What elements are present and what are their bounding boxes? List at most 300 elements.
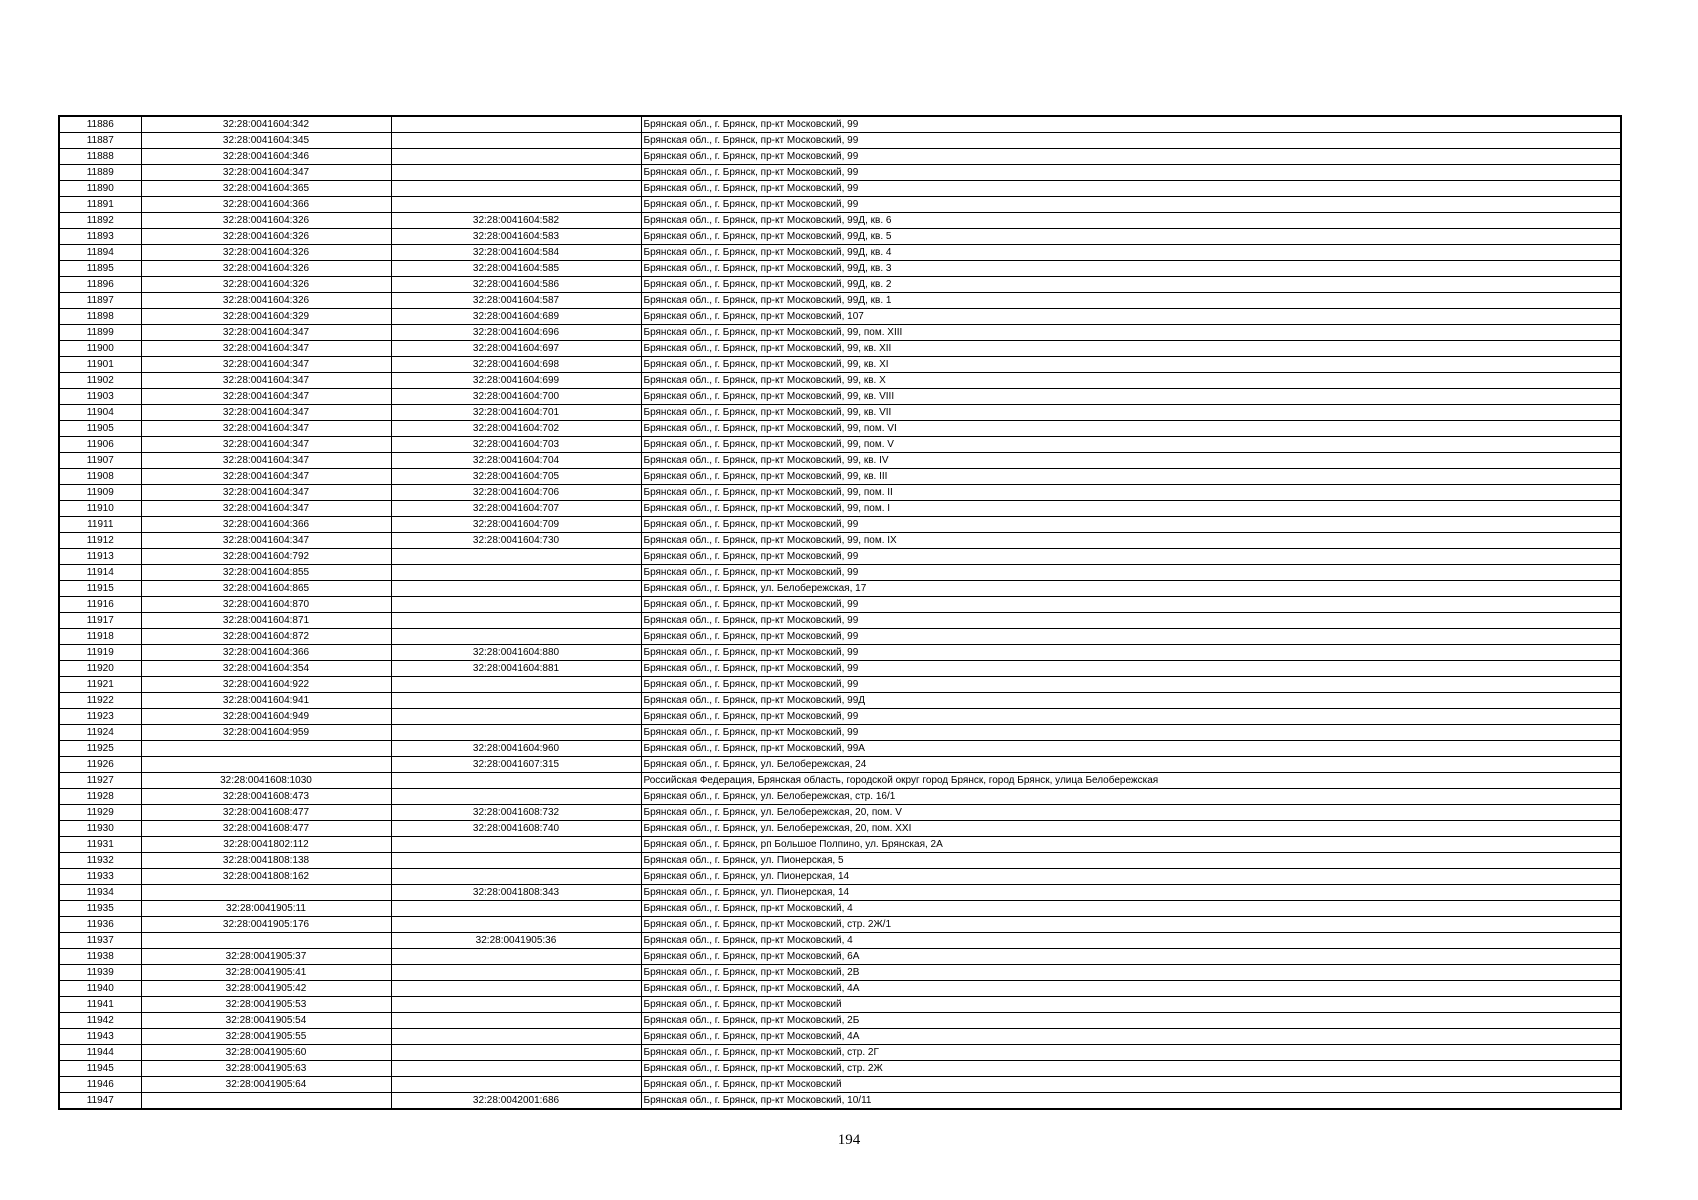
related-cadastral-number-cell — [391, 677, 641, 693]
address-cell: Брянская обл., г. Брянск, пр-кт Московский, стр. 2Ж/1 — [641, 917, 1621, 933]
address-cell: Брянская обл., г. Брянск, пр-кт Московский, 2В — [641, 965, 1621, 981]
table-row — [59, 357, 1621, 373]
related-cadastral-number-cell — [391, 949, 641, 965]
address-cell: Брянская обл., г. Брянск, пр-кт Московский, 99 — [641, 677, 1621, 693]
cadastral-number-cell: 32:28:0041604:347 — [141, 341, 391, 357]
cadastral-number-cell: 32:28:0041905:41 — [141, 965, 391, 981]
address-cell: Брянская обл., г. Брянск, пр-кт Московский, 4А — [641, 1029, 1621, 1045]
related-cadastral-number-cell — [391, 165, 641, 181]
row-number-cell: 11890 — [59, 181, 141, 197]
table-row — [59, 149, 1621, 165]
table-row — [59, 869, 1621, 885]
row-number-cell: 11933 — [59, 869, 141, 885]
row-number-cell: 11908 — [59, 469, 141, 485]
address-cell: Брянская обл., г. Брянск, пр-кт Московский, 99 — [641, 197, 1621, 213]
row-number-cell: 11909 — [59, 485, 141, 501]
address-cell: Брянская обл., г. Брянск, пр-кт Московский, 99Д, кв. 2 — [641, 277, 1621, 293]
cadastral-number-cell: 32:28:0041604:366 — [141, 517, 391, 533]
cadastral-number-cell: 32:28:0041604:347 — [141, 165, 391, 181]
row-number-cell: 11911 — [59, 517, 141, 533]
address-cell: Брянская обл., г. Брянск, пр-кт Московский, 99, пом. IX — [641, 533, 1621, 549]
table-row — [59, 661, 1621, 677]
address-cell: Брянская обл., г. Брянск, ул. Белобережская, 24 — [641, 757, 1621, 773]
related-cadastral-number-cell: 32:28:0041808:343 — [391, 885, 641, 901]
row-number-cell: 11936 — [59, 917, 141, 933]
row-number-cell: 11925 — [59, 741, 141, 757]
address-cell: Брянская обл., г. Брянск, пр-кт Московский, 99 — [641, 645, 1621, 661]
cadastral-number-cell: 32:28:0041604:855 — [141, 565, 391, 581]
address-cell: Брянская обл., г. Брянск, пр-кт Московский, 99, пом. VI — [641, 421, 1621, 437]
row-number-cell: 11929 — [59, 805, 141, 821]
cadastral-number-cell: 32:28:0041604:959 — [141, 725, 391, 741]
row-number-cell: 11919 — [59, 645, 141, 661]
related-cadastral-number-cell — [391, 725, 641, 741]
related-cadastral-number-cell — [391, 789, 641, 805]
related-cadastral-number-cell — [391, 613, 641, 629]
cadastral-number-cell: 32:28:0041604:922 — [141, 677, 391, 693]
cadastral-number-cell — [141, 933, 391, 949]
row-number-cell: 11923 — [59, 709, 141, 725]
related-cadastral-number-cell — [391, 981, 641, 997]
address-cell: Брянская обл., г. Брянск, пр-кт Московский, 99, пом. V — [641, 437, 1621, 453]
table-row — [59, 277, 1621, 293]
address-cell: Брянская обл., г. Брянск, пр-кт Московский, 99 — [641, 149, 1621, 165]
related-cadastral-number-cell — [391, 1029, 641, 1045]
cadastral-number-cell: 32:28:0041905:11 — [141, 901, 391, 917]
cadastral-number-cell: 32:28:0041905:60 — [141, 1045, 391, 1061]
row-number-cell: 11904 — [59, 405, 141, 421]
table-row — [59, 1077, 1621, 1093]
table-row — [59, 901, 1621, 917]
related-cadastral-number-cell: 32:28:0041604:584 — [391, 245, 641, 261]
address-cell: Брянская обл., г. Брянск, пр-кт Московский, 99 — [641, 517, 1621, 533]
cadastral-number-cell: 32:28:0041604:347 — [141, 421, 391, 437]
cadastral-number-cell: 32:28:0041802:112 — [141, 837, 391, 853]
related-cadastral-number-cell — [391, 197, 641, 213]
address-cell: Брянская обл., г. Брянск, пр-кт Московский, 99, кв. VIII — [641, 389, 1621, 405]
row-number-cell: 11946 — [59, 1077, 141, 1093]
cadastral-number-cell: 32:28:0041604:347 — [141, 485, 391, 501]
table-row — [59, 421, 1621, 437]
related-cadastral-number-cell — [391, 1013, 641, 1029]
row-number-cell: 11918 — [59, 629, 141, 645]
related-cadastral-number-cell — [391, 1045, 641, 1061]
table-row — [59, 437, 1621, 453]
table-row — [59, 917, 1621, 933]
row-number-cell: 11926 — [59, 757, 141, 773]
cadastral-number-cell: 32:28:0041604:347 — [141, 469, 391, 485]
related-cadastral-number-cell — [391, 581, 641, 597]
row-number-cell: 11941 — [59, 997, 141, 1013]
cadastral-number-cell: 32:28:0041604:345 — [141, 133, 391, 149]
address-cell: Брянская обл., г. Брянск, пр-кт Московский, 4 — [641, 933, 1621, 949]
row-number-cell: 11920 — [59, 661, 141, 677]
related-cadastral-number-cell — [391, 565, 641, 581]
address-cell: Брянская обл., г. Брянск, пр-кт Московский, 99Д, кв. 6 — [641, 213, 1621, 229]
address-cell: Брянская обл., г. Брянск, пр-кт Московский — [641, 1077, 1621, 1093]
cadastral-number-cell: 32:28:0041608:477 — [141, 821, 391, 837]
related-cadastral-number-cell — [391, 629, 641, 645]
cadastral-number-cell: 32:28:0041905:54 — [141, 1013, 391, 1029]
table-row — [59, 197, 1621, 213]
related-cadastral-number-cell: 32:28:0041604:583 — [391, 229, 641, 245]
related-cadastral-number-cell: 32:28:0041607:315 — [391, 757, 641, 773]
address-cell: Брянская обл., г. Брянск, пр-кт Московский, 4 — [641, 901, 1621, 917]
address-cell: Брянская обл., г. Брянск, пр-кт Московский, 99, кв. IV — [641, 453, 1621, 469]
table-row — [59, 693, 1621, 709]
cadastral-number-cell: 32:28:0041808:138 — [141, 853, 391, 869]
address-cell: Брянская обл., г. Брянск, пр-кт Московский, 99Д, кв. 3 — [641, 261, 1621, 277]
related-cadastral-number-cell — [391, 869, 641, 885]
cadastral-number-cell: 32:28:0041604:870 — [141, 597, 391, 613]
row-number-cell: 11901 — [59, 357, 141, 373]
cadastral-number-cell: 32:28:0041604:872 — [141, 629, 391, 645]
table-row — [59, 549, 1621, 565]
table-row — [59, 933, 1621, 949]
table-row — [59, 965, 1621, 981]
cadastral-number-cell: 32:28:0041608:477 — [141, 805, 391, 821]
cadastral-number-cell: 32:28:0041604:354 — [141, 661, 391, 677]
related-cadastral-number-cell: 32:28:0041604:705 — [391, 469, 641, 485]
address-cell: Брянская обл., г. Брянск, рп Большое Полпино, ул. Брянская, 2А — [641, 837, 1621, 853]
cadastral-number-cell: 32:28:0041604:347 — [141, 389, 391, 405]
table-row — [59, 245, 1621, 261]
row-number-cell: 11910 — [59, 501, 141, 517]
address-cell: Брянская обл., г. Брянск, ул. Белобережская, 20, пом. V — [641, 805, 1621, 821]
row-number-cell: 11930 — [59, 821, 141, 837]
address-cell: Брянская обл., г. Брянск, пр-кт Московский, 99Д, кв. 1 — [641, 293, 1621, 309]
related-cadastral-number-cell: 32:28:0042001:686 — [391, 1093, 641, 1110]
table-row — [59, 565, 1621, 581]
address-cell: Брянская обл., г. Брянск, пр-кт Московский, 99, кв. XI — [641, 357, 1621, 373]
table-row — [59, 677, 1621, 693]
related-cadastral-number-cell: 32:28:0041608:732 — [391, 805, 641, 821]
address-cell: Брянская обл., г. Брянск, пр-кт Московский, 10/11 — [641, 1093, 1621, 1110]
cadastral-number-cell — [141, 885, 391, 901]
cadastral-number-cell: 32:28:0041604:326 — [141, 229, 391, 245]
table-row — [59, 821, 1621, 837]
address-cell: Брянская обл., г. Брянск, пр-кт Московский — [641, 997, 1621, 1013]
table-row — [59, 309, 1621, 325]
table-row — [59, 581, 1621, 597]
table-row — [59, 181, 1621, 197]
related-cadastral-number-cell: 32:28:0041604:700 — [391, 389, 641, 405]
related-cadastral-number-cell: 32:28:0041604:709 — [391, 517, 641, 533]
related-cadastral-number-cell — [391, 773, 641, 789]
row-number-cell: 11938 — [59, 949, 141, 965]
table-row — [59, 949, 1621, 965]
related-cadastral-number-cell: 32:28:0041604:703 — [391, 437, 641, 453]
table-row — [59, 229, 1621, 245]
table-row — [59, 629, 1621, 645]
related-cadastral-number-cell: 32:28:0041604:696 — [391, 325, 641, 341]
address-cell: Брянская обл., г. Брянск, пр-кт Московский, 99 — [641, 629, 1621, 645]
cadastral-number-cell: 32:28:0041905:42 — [141, 981, 391, 997]
address-cell: Брянская обл., г. Брянск, пр-кт Московский, 99, пом. II — [641, 485, 1621, 501]
row-number-cell: 11892 — [59, 213, 141, 229]
row-number-cell: 11887 — [59, 133, 141, 149]
row-number-cell: 11947 — [59, 1093, 141, 1110]
address-cell: Брянская обл., г. Брянск, пр-кт Московский, 99, кв. XII — [641, 341, 1621, 357]
table-row — [59, 261, 1621, 277]
address-cell: Брянская обл., г. Брянск, пр-кт Московский, 99 — [641, 597, 1621, 613]
cadastral-number-cell: 32:28:0041604:941 — [141, 693, 391, 709]
table-row — [59, 325, 1621, 341]
related-cadastral-number-cell: 32:28:0041604:881 — [391, 661, 641, 677]
address-cell: Брянская обл., г. Брянск, пр-кт Московский, 99 — [641, 116, 1621, 133]
table-row — [59, 453, 1621, 469]
related-cadastral-number-cell: 32:28:0041604:586 — [391, 277, 641, 293]
related-cadastral-number-cell — [391, 133, 641, 149]
address-cell: Брянская обл., г. Брянск, пр-кт Московский, 99 — [641, 725, 1621, 741]
address-cell: Брянская обл., г. Брянск, пр-кт Московский, 99 — [641, 709, 1621, 725]
table-row — [59, 597, 1621, 613]
address-cell: Брянская обл., г. Брянск, пр-кт Московский, 99 — [641, 661, 1621, 677]
related-cadastral-number-cell — [391, 693, 641, 709]
row-number-cell: 11924 — [59, 725, 141, 741]
cadastral-number-cell: 32:28:0041604:326 — [141, 293, 391, 309]
row-number-cell: 11921 — [59, 677, 141, 693]
table-row — [59, 981, 1621, 997]
related-cadastral-number-cell: 32:28:0041604:587 — [391, 293, 641, 309]
table-row — [59, 789, 1621, 805]
address-cell: Брянская обл., г. Брянск, пр-кт Московский, 99Д — [641, 693, 1621, 709]
cadastral-number-cell: 32:28:0041905:37 — [141, 949, 391, 965]
cadastral-number-cell: 32:28:0041608:1030 — [141, 773, 391, 789]
related-cadastral-number-cell — [391, 709, 641, 725]
row-number-cell: 11891 — [59, 197, 141, 213]
related-cadastral-number-cell: 32:28:0041604:707 — [391, 501, 641, 517]
table-row — [59, 1045, 1621, 1061]
related-cadastral-number-cell: 32:28:0041604:701 — [391, 405, 641, 421]
cadastral-number-cell: 32:28:0041604:366 — [141, 197, 391, 213]
row-number-cell: 11897 — [59, 293, 141, 309]
address-cell: Брянская обл., г. Брянск, пр-кт Московский, 6А — [641, 949, 1621, 965]
cadastral-number-cell — [141, 1093, 391, 1110]
related-cadastral-number-cell — [391, 837, 641, 853]
address-cell: Брянская обл., г. Брянск, пр-кт Московский, 99Д, кв. 4 — [641, 245, 1621, 261]
table-row — [59, 373, 1621, 389]
table-row — [59, 1061, 1621, 1077]
row-number-cell: 11927 — [59, 773, 141, 789]
address-cell: Брянская обл., г. Брянск, пр-кт Московский, 99 — [641, 613, 1621, 629]
cadastral-number-cell: 32:28:0041604:366 — [141, 645, 391, 661]
table-row — [59, 517, 1621, 533]
table-row — [59, 501, 1621, 517]
table-row — [59, 645, 1621, 661]
cadastral-number-cell: 32:28:0041905:55 — [141, 1029, 391, 1045]
related-cadastral-number-cell — [391, 901, 641, 917]
cadastral-number-cell: 32:28:0041604:347 — [141, 405, 391, 421]
table-row — [59, 997, 1621, 1013]
address-cell: Брянская обл., г. Брянск, пр-кт Московский, 99Д, кв. 5 — [641, 229, 1621, 245]
row-number-cell: 11939 — [59, 965, 141, 981]
related-cadastral-number-cell: 32:28:0041604:730 — [391, 533, 641, 549]
related-cadastral-number-cell: 32:28:0041604:704 — [391, 453, 641, 469]
row-number-cell: 11905 — [59, 421, 141, 437]
row-number-cell: 11916 — [59, 597, 141, 613]
row-number-cell: 11913 — [59, 549, 141, 565]
address-cell: Российская Федерация, Брянская область, городской округ город Брянск, город Брянск, улица Белобережская — [641, 773, 1621, 789]
cadastral-number-cell: 32:28:0041604:326 — [141, 277, 391, 293]
related-cadastral-number-cell: 32:28:0041604:706 — [391, 485, 641, 501]
cadastral-number-cell: 32:28:0041604:347 — [141, 325, 391, 341]
row-number-cell: 11944 — [59, 1045, 141, 1061]
address-cell: Брянская обл., г. Брянск, ул. Белобережская, стр. 16/1 — [641, 789, 1621, 805]
related-cadastral-number-cell: 32:28:0041604:585 — [391, 261, 641, 277]
row-number-cell: 11931 — [59, 837, 141, 853]
table-row — [59, 116, 1621, 133]
address-cell: Брянская обл., г. Брянск, ул. Пионерская, 5 — [641, 853, 1621, 869]
related-cadastral-number-cell — [391, 597, 641, 613]
row-number-cell: 11898 — [59, 309, 141, 325]
cadastral-number-cell: 32:28:0041604:865 — [141, 581, 391, 597]
cadastral-number-cell: 32:28:0041905:53 — [141, 997, 391, 1013]
address-cell: Брянская обл., г. Брянск, пр-кт Московский, 99, пом. I — [641, 501, 1621, 517]
related-cadastral-number-cell: 32:28:0041604:960 — [391, 741, 641, 757]
row-number-cell: 11889 — [59, 165, 141, 181]
address-cell: Брянская обл., г. Брянск, пр-кт Московский, 4А — [641, 981, 1621, 997]
table-row — [59, 725, 1621, 741]
table-row — [59, 1013, 1621, 1029]
cadastral-number-cell: 32:28:0041604:346 — [141, 149, 391, 165]
table-row — [59, 405, 1621, 421]
cadastral-number-cell: 32:28:0041604:329 — [141, 309, 391, 325]
row-number-cell: 11937 — [59, 933, 141, 949]
table-row — [59, 837, 1621, 853]
row-number-cell: 11943 — [59, 1029, 141, 1045]
cadastral-number-cell: 32:28:0041604:326 — [141, 261, 391, 277]
cadastral-number-cell: 32:28:0041604:326 — [141, 245, 391, 261]
related-cadastral-number-cell — [391, 549, 641, 565]
cadastral-number-cell: 32:28:0041604:347 — [141, 437, 391, 453]
cadastral-number-cell: 32:28:0041808:162 — [141, 869, 391, 885]
cadastral-number-cell: 32:28:0041604:347 — [141, 533, 391, 549]
row-number-cell: 11912 — [59, 533, 141, 549]
cadastral-number-cell: 32:28:0041604:949 — [141, 709, 391, 725]
address-cell: Брянская обл., г. Брянск, пр-кт Московский, 99, кв. III — [641, 469, 1621, 485]
table-row — [59, 133, 1621, 149]
cadastral-number-cell — [141, 741, 391, 757]
address-cell: Брянская обл., г. Брянск, пр-кт Московский, 99 — [641, 165, 1621, 181]
address-cell: Брянская обл., г. Брянск, пр-кт Московский, 99, пом. XIII — [641, 325, 1621, 341]
cadastral-number-cell: 32:28:0041608:473 — [141, 789, 391, 805]
address-cell: Брянская обл., г. Брянск, пр-кт Московский, стр. 2Ж — [641, 1061, 1621, 1077]
address-cell: Брянская обл., г. Брянск, пр-кт Московский, 2Б — [641, 1013, 1621, 1029]
cadastral-number-cell: 32:28:0041604:792 — [141, 549, 391, 565]
address-cell: Брянская обл., г. Брянск, ул. Белобережская, 20, пом. XXI — [641, 821, 1621, 837]
row-number-cell: 11915 — [59, 581, 141, 597]
row-number-cell: 11895 — [59, 261, 141, 277]
table-row — [59, 1029, 1621, 1045]
cadastral-number-cell: 32:28:0041905:64 — [141, 1077, 391, 1093]
cadastral-number-cell: 32:28:0041604:326 — [141, 213, 391, 229]
address-cell: Брянская обл., г. Брянск, пр-кт Московский, 99, кв. X — [641, 373, 1621, 389]
row-number-cell: 11900 — [59, 341, 141, 357]
related-cadastral-number-cell — [391, 116, 641, 133]
related-cadastral-number-cell: 32:28:0041604:697 — [391, 341, 641, 357]
address-cell: Брянская обл., г. Брянск, пр-кт Московский, 99А — [641, 741, 1621, 757]
row-number-cell: 11934 — [59, 885, 141, 901]
table-row — [59, 213, 1621, 229]
cadastral-number-cell: 32:28:0041905:63 — [141, 1061, 391, 1077]
table-row — [59, 709, 1621, 725]
table-row — [59, 853, 1621, 869]
row-number-cell: 11894 — [59, 245, 141, 261]
related-cadastral-number-cell — [391, 917, 641, 933]
cadastral-number-cell: 32:28:0041604:347 — [141, 357, 391, 373]
table-row — [59, 1093, 1621, 1110]
related-cadastral-number-cell: 32:28:0041604:689 — [391, 309, 641, 325]
row-number-cell: 11942 — [59, 1013, 141, 1029]
related-cadastral-number-cell — [391, 149, 641, 165]
table-row — [59, 613, 1621, 629]
cadastral-number-cell: 32:28:0041604:871 — [141, 613, 391, 629]
cadastral-number-cell: 32:28:0041604:342 — [141, 116, 391, 133]
address-cell: Брянская обл., г. Брянск, ул. Пионерская, 14 — [641, 885, 1621, 901]
table-row — [59, 741, 1621, 757]
related-cadastral-number-cell — [391, 853, 641, 869]
address-cell: Брянская обл., г. Брянск, ул. Белобережская, 17 — [641, 581, 1621, 597]
table-row — [59, 885, 1621, 901]
row-number-cell: 11914 — [59, 565, 141, 581]
cadastral-number-cell — [141, 757, 391, 773]
address-cell: Брянская обл., г. Брянск, пр-кт Московский, 99, кв. VII — [641, 405, 1621, 421]
table-row — [59, 469, 1621, 485]
row-number-cell: 11922 — [59, 693, 141, 709]
address-cell: Брянская обл., г. Брянск, пр-кт Московский, 99 — [641, 549, 1621, 565]
table-row — [59, 293, 1621, 309]
related-cadastral-number-cell — [391, 997, 641, 1013]
table-row — [59, 533, 1621, 549]
related-cadastral-number-cell: 32:28:0041604:698 — [391, 357, 641, 373]
row-number-cell: 11907 — [59, 453, 141, 469]
related-cadastral-number-cell: 32:28:0041604:699 — [391, 373, 641, 389]
related-cadastral-number-cell: 32:28:0041604:880 — [391, 645, 641, 661]
records-table-body — [59, 116, 1621, 1109]
address-cell: Брянская обл., г. Брянск, пр-кт Московский, стр. 2Г — [641, 1045, 1621, 1061]
related-cadastral-number-cell — [391, 1061, 641, 1077]
table-row — [59, 341, 1621, 357]
table-row — [59, 805, 1621, 821]
related-cadastral-number-cell: 32:28:0041604:582 — [391, 213, 641, 229]
related-cadastral-number-cell — [391, 965, 641, 981]
row-number-cell: 11940 — [59, 981, 141, 997]
cadastral-number-cell: 32:28:0041604:347 — [141, 373, 391, 389]
related-cadastral-number-cell: 32:28:0041608:740 — [391, 821, 641, 837]
related-cadastral-number-cell: 32:28:0041604:702 — [391, 421, 641, 437]
related-cadastral-number-cell — [391, 1077, 641, 1093]
row-number-cell: 11902 — [59, 373, 141, 389]
page-number: 194 — [837, 1132, 861, 1148]
row-number-cell: 11932 — [59, 853, 141, 869]
row-number-cell: 11906 — [59, 437, 141, 453]
related-cadastral-number-cell: 32:28:0041905:36 — [391, 933, 641, 949]
address-cell: Брянская обл., г. Брянск, ул. Пионерская, 14 — [641, 869, 1621, 885]
address-cell: Брянская обл., г. Брянск, пр-кт Московский, 99 — [641, 133, 1621, 149]
address-cell: Брянская обл., г. Брянск, пр-кт Московский, 99 — [641, 181, 1621, 197]
row-number-cell: 11903 — [59, 389, 141, 405]
row-number-cell: 11917 — [59, 613, 141, 629]
row-number-cell: 11893 — [59, 229, 141, 245]
table-row — [59, 757, 1621, 773]
related-cadastral-number-cell — [391, 181, 641, 197]
table-row — [59, 389, 1621, 405]
cadastral-number-cell: 32:28:0041905:176 — [141, 917, 391, 933]
cadastral-number-cell: 32:28:0041604:347 — [141, 453, 391, 469]
row-number-cell: 11935 — [59, 901, 141, 917]
row-number-cell: 11899 — [59, 325, 141, 341]
